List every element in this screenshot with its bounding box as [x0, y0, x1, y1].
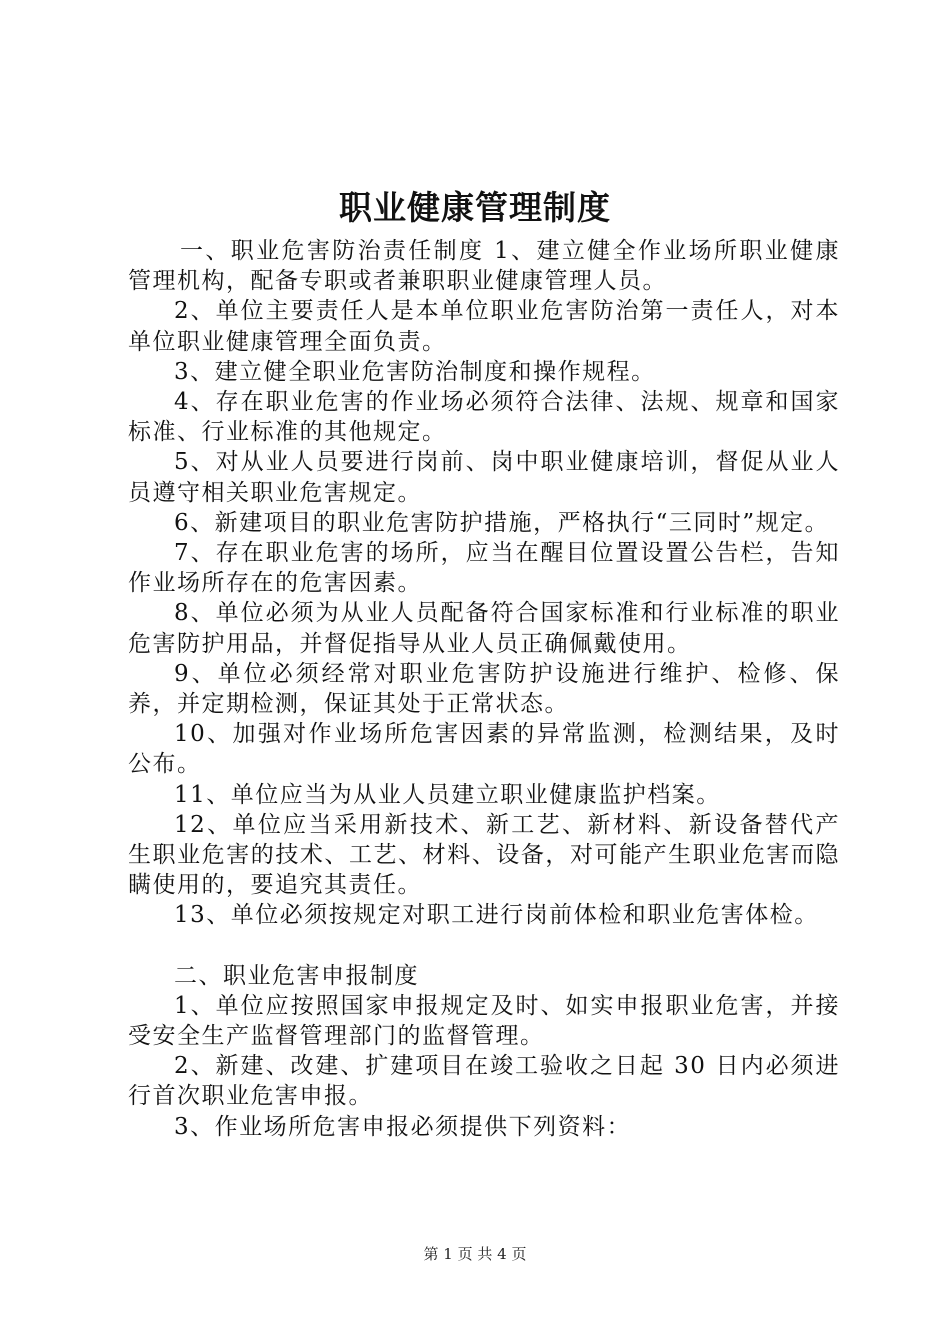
paragraph-7: 7、存在职业危害的场所，应当在醒目位置设置公告栏，告知作业场所存在的危害因素。	[128, 540, 840, 597]
paragraph-5: 5、对从业人员要进行岗前、岗中职业健康培训，督促从业人员遵守相关职业危害规定。	[128, 449, 840, 506]
section-spacer	[128, 931, 840, 961]
section-2-item-3: 3、作业场所危害申报必须提供下列资料：	[174, 1113, 632, 1140]
section-2-item-2: 2、新建、改建、扩建项目在竣工验收之日起 30 日内必须进行首次职业危害申报。	[128, 1053, 840, 1110]
paragraph-3: 3、建立健全职业危害防治制度和操作规程。	[174, 358, 656, 385]
page-footer: 第 1 页 共 4 页	[423, 1245, 527, 1263]
paragraph-13: 13、单位必须按规定对职工进行岗前体检和职业危害体检。	[174, 902, 819, 929]
paragraph-6: 6、新建项目的职业危害防护措施，严格执行“三同时”规定。	[174, 509, 830, 536]
paragraph-11: 11、单位应当为从业人员建立职业健康监护档案。	[174, 781, 721, 808]
paragraph-2: 2、单位主要责任人是本单位职业危害防治第一责任人，对本单位职业健康管理全面负责。	[128, 298, 840, 355]
document-body	[128, 236, 840, 1142]
section-2-item-1: 1、单位应按照国家申报规定及时、如实申报职业危害，并接受安全生产监督管理部门的监督管理。	[128, 992, 840, 1050]
paragraph-12: 12、单位应当采用新技术、新工艺、新材料、新设备替代产生职业危害的技术、工艺、材料、设备，对可能产生职业危害而隐瞒使用的，要追究其责任。	[128, 811, 840, 899]
paragraph-4: 4、存在职业危害的作业场必须符合法律、法规、规章和国家标准、行业标准的其他规定。	[128, 389, 840, 446]
paragraph-10: 10、加强对作业场所危害因素的异常监测，检测结果，及时公布。	[128, 721, 840, 778]
paragraph-1: 一、职业危害防治责任制度 1、建立健全作业场所职业健康管理机构，配备专职或者兼职职业健康管理人员。	[128, 238, 840, 295]
section-2-heading: 二、职业危害申报制度	[174, 962, 419, 989]
document-title: 职业健康管理制度	[339, 188, 611, 227]
paragraph-9: 9、单位必须经常对职业危害防护设施进行维护、检修、保养，并定期检测，保证其处于正常状态。	[128, 660, 840, 718]
paragraph-8: 8、单位必须为从业人员配备符合国家标准和行业标准的职业危害防护用品，并督促指导从业人员正确佩戴使用。	[128, 600, 840, 657]
